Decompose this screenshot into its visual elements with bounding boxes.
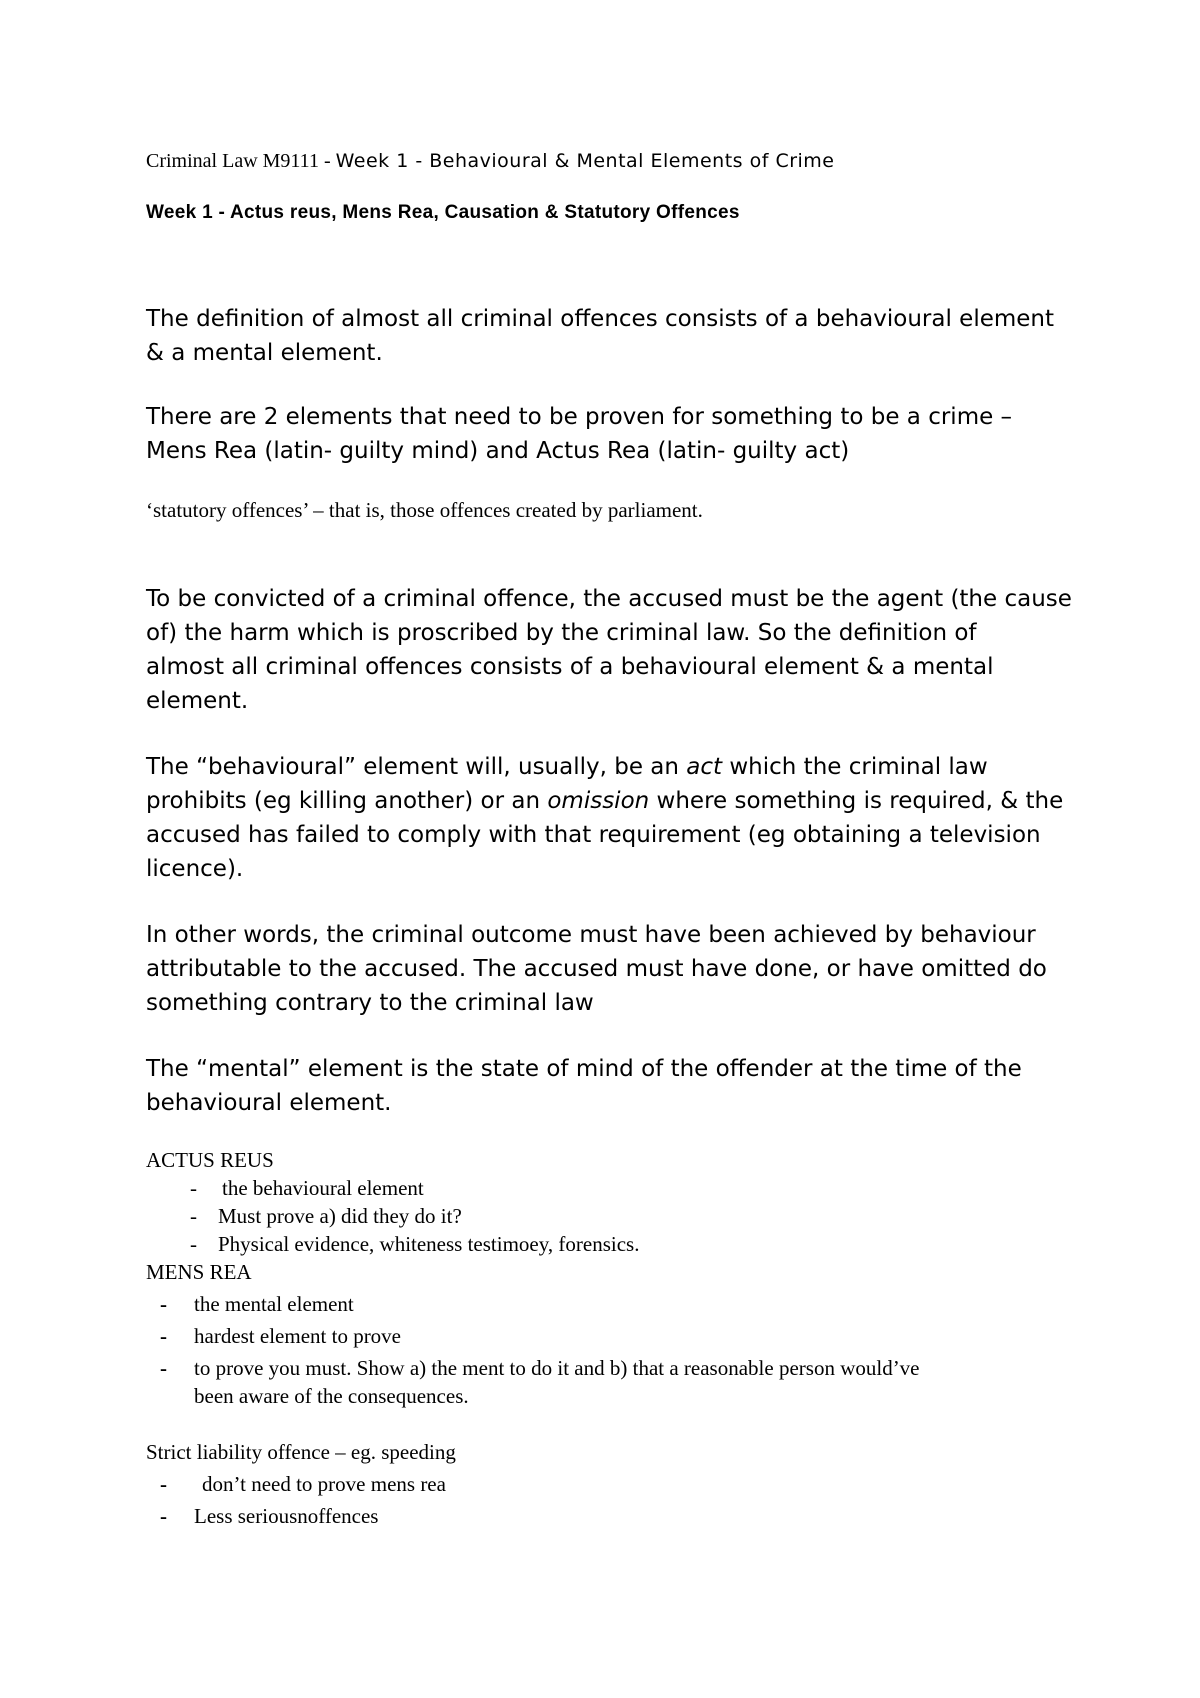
- paragraph-line: of) the harm which is proscribed by the criminal law. So the definition of: [146, 620, 977, 646]
- list-item: Less seriousnoffences: [194, 1504, 379, 1528]
- list-bullet: -: [190, 1176, 197, 1200]
- list-item: Must prove a) did they do it?: [218, 1204, 462, 1228]
- paragraph-line: almost all criminal offences consists of a behavioural element & a mental: [146, 654, 994, 680]
- paragraph-line: accused has failed to comply with that requirement (eg obtaining a television: [146, 822, 1041, 848]
- paragraph-line: The definition of almost all criminal offences consists of a behavioural element: [146, 306, 1055, 332]
- text-run: The “behavioural” element will, usually, be an: [146, 754, 687, 780]
- text-run: which the criminal law: [722, 754, 988, 780]
- paragraph-line: element.: [146, 688, 249, 714]
- mens-rea-heading: MENS REA: [146, 1260, 252, 1284]
- italic-term-act: act: [686, 754, 723, 780]
- text-run: where something is required, & the: [649, 788, 1064, 814]
- document-subtitle: Week 1 - Actus reus, Mens Rea, Causation & Statutory Offences: [146, 202, 740, 223]
- list-item: hardest element to prove: [194, 1324, 402, 1348]
- paragraph-line: licence).: [146, 856, 244, 882]
- document-title: [146, 148, 835, 173]
- list-item-continuation: been aware of the consequences.: [194, 1384, 469, 1408]
- paragraph-line: Mens Rea (latin- guilty mind) and Actus Rea (latin- guilty act): [146, 438, 850, 464]
- paragraph-line: To be convicted of a criminal offence, the accused must be the agent (the cause: [146, 586, 1072, 612]
- list-bullet: -: [190, 1232, 197, 1256]
- text-run: prohibits (eg killing another) or an: [146, 788, 548, 814]
- list-item: the behavioural element: [222, 1176, 424, 1200]
- paragraph-line: [146, 750, 988, 784]
- strict-liability-heading: Strict liability offence – eg. speeding: [146, 1440, 456, 1464]
- list-bullet: -: [160, 1504, 167, 1528]
- paragraph-line: There are 2 elements that need to be proven for something to be a crime –: [146, 404, 1013, 430]
- paragraph-line: & a mental element.: [146, 340, 383, 366]
- list-bullet: -: [160, 1356, 167, 1380]
- paragraph-line: The “mental” element is the state of mind of the offender at the time of the: [146, 1056, 1022, 1082]
- paragraph-line: attributable to the accused. The accused must have done, or have omitted do: [146, 956, 1047, 982]
- list-item: the mental element: [194, 1292, 354, 1316]
- list-bullet: -: [160, 1292, 167, 1316]
- list-item: to prove you must. Show a) the ment to do it and b) that a reasonable person would’ve: [194, 1356, 920, 1380]
- list-item: Physical evidence, whiteness testimoey, forensics.: [218, 1232, 640, 1256]
- paragraph-line: [146, 784, 1063, 818]
- paragraph-line: In other words, the criminal outcome must have been achieved by behaviour: [146, 922, 1036, 948]
- statutory-note: ‘statutory offences’ – that is, those offences created by parliament.: [146, 498, 703, 522]
- list-bullet: -: [190, 1204, 197, 1228]
- list-bullet: -: [160, 1324, 167, 1348]
- title-topic: Week 1 - Behavioural & Mental Elements of Crime: [335, 150, 835, 172]
- actus-reus-heading: ACTUS REUS: [146, 1148, 274, 1172]
- list-bullet: -: [160, 1472, 167, 1496]
- paragraph-line: something contrary to the criminal law: [146, 990, 594, 1016]
- title-course: Criminal Law M9111 -: [146, 150, 336, 172]
- italic-term-omission: omission: [547, 788, 650, 814]
- list-item: don’t need to prove mens rea: [202, 1472, 446, 1496]
- paragraph-line: behavioural element.: [146, 1090, 392, 1116]
